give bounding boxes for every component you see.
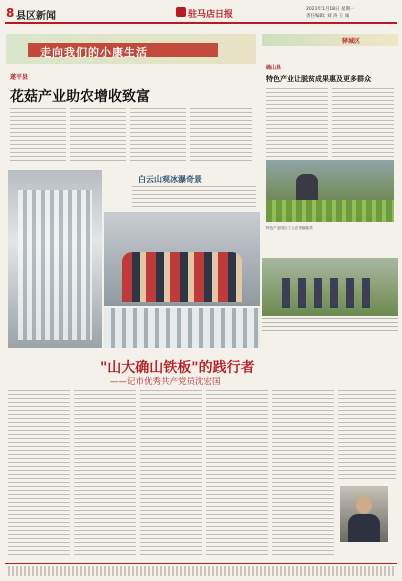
banner-text: 走向我们的小康生活 bbox=[40, 46, 148, 59]
portrait-body bbox=[348, 514, 380, 542]
date-line: 2021年1月18日 星期一 bbox=[306, 7, 355, 12]
paper-name: 驻马店日报 bbox=[188, 10, 234, 20]
portrait-head bbox=[356, 496, 372, 514]
story-body-col-3 bbox=[130, 108, 186, 164]
ice-columns bbox=[18, 190, 92, 340]
story-body-col-1 bbox=[10, 108, 66, 164]
feature-subheadline: ——记市优秀共产党员沈宏国 bbox=[110, 377, 221, 387]
masthead-rule bbox=[5, 22, 397, 24]
portrait-photo bbox=[340, 486, 388, 542]
visitors-photo bbox=[104, 212, 260, 306]
footer-rule bbox=[5, 563, 397, 564]
right-headline: 特色产业让脱贫成果惠及更多群众 bbox=[266, 74, 371, 83]
right-county-label: 驿城区 bbox=[342, 38, 361, 45]
photo-caption: 特色产业园区工人在采摘蔬菜 bbox=[266, 226, 313, 230]
right-county-sub: 确山县 bbox=[266, 65, 282, 71]
feature-body-col-4 bbox=[206, 390, 268, 558]
feature-body-col-5 bbox=[272, 390, 334, 558]
left-story bbox=[6, 68, 256, 168]
feature-body-col-3 bbox=[140, 390, 202, 558]
right-body-col-2 bbox=[332, 88, 394, 158]
greenhouse-photo bbox=[266, 160, 394, 222]
visitors-group bbox=[122, 252, 242, 302]
feature-headline: "山大确山铁板"的践行者 bbox=[100, 360, 255, 376]
field-photo bbox=[262, 258, 398, 316]
field-photo-caption bbox=[262, 318, 398, 332]
right-body-col-1 bbox=[266, 88, 328, 158]
feature-body-col-6 bbox=[338, 390, 396, 480]
photo-intro bbox=[132, 186, 256, 208]
ice-waterfall-photo bbox=[8, 170, 102, 348]
feature-body-col-2 bbox=[74, 390, 136, 558]
masthead bbox=[0, 0, 402, 24]
county-label: 遂平县 bbox=[10, 74, 29, 81]
photo-title: 白云山观冰瀑奇景 bbox=[138, 174, 202, 184]
ice-detail-photo bbox=[104, 308, 260, 348]
field-people bbox=[282, 278, 372, 308]
paper-logo-icon bbox=[176, 7, 186, 17]
footer-text bbox=[8, 566, 394, 576]
editor-line: 责任编辑: 刘 涛 王 诚 bbox=[306, 14, 350, 19]
story-body-col-2 bbox=[70, 108, 126, 164]
right-story bbox=[262, 30, 398, 255]
section-title: 县区新闻 bbox=[16, 11, 56, 22]
photo-crops bbox=[266, 200, 394, 222]
story-body-col-4 bbox=[190, 108, 252, 164]
page-number: 8 bbox=[6, 6, 15, 20]
feature-body-col-1 bbox=[8, 390, 70, 558]
right-county-banner bbox=[262, 34, 398, 46]
story-headline: 花菇产业助农增收致富 bbox=[10, 89, 150, 105]
banner bbox=[6, 34, 256, 64]
